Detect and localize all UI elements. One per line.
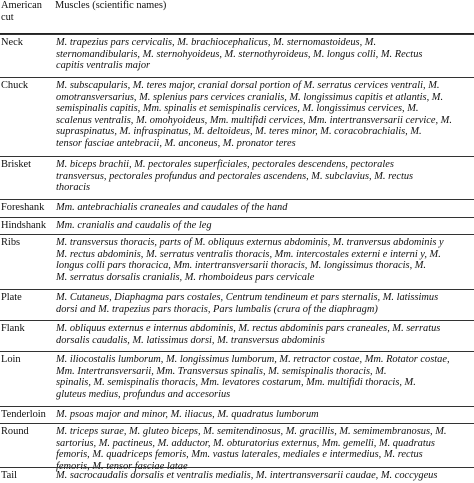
muscle-line: dorsalis caudalis, M. latissimus dorsi, M. transversus abdominis xyxy=(56,334,325,346)
cut-name: Chuck xyxy=(1,80,29,91)
muscle-list xyxy=(56,470,472,482)
muscle-line: Mm. cranialis and caudalis of the leg xyxy=(56,220,212,231)
muscle-line: M. serratus dorsalis cranialis, M. rhomboideus pars cervicale xyxy=(56,271,315,283)
header-col1-line1: American xyxy=(1,0,42,11)
cut-name: Loin xyxy=(1,354,21,365)
muscle-list xyxy=(56,292,472,315)
cut-name: Foreshank xyxy=(1,202,45,213)
cut-name: Plate xyxy=(1,292,22,303)
table-row xyxy=(0,467,474,483)
muscle-list xyxy=(56,37,472,72)
table-row xyxy=(0,34,474,78)
table-row xyxy=(0,351,474,407)
muscle-line: M. subscapularis, M. teres major, cranial dorsal portion of M. serratus cervices ventrali, M. xyxy=(56,80,440,91)
muscle-line: M. psoas major and minor, M. iliacus, M. quadratus lumborum xyxy=(56,409,319,420)
cut-name: Round xyxy=(1,426,29,437)
muscle-line: Mm. antebrachialis craneales and caudales of the hand xyxy=(56,202,288,213)
muscle-line: M. sacrocaudalis dorsalis et ventralis medialis, M. intertransversarii caudae, M. coccygeus xyxy=(56,470,438,481)
muscle-line: sartorius, M. pactineus, M. adductor, M. obturatorius externus, Mm. gemelli, M. quadratus xyxy=(56,437,435,449)
muscle-line: femoris, M. tensor fasciae latae xyxy=(56,460,188,472)
cut-name: Brisket xyxy=(1,159,32,170)
muscle-line: scalenus ventralis, M. omohyoideus, Mm. multifidi cervices, Mm. intertransversarii cervice, M. xyxy=(56,114,452,126)
muscle-list xyxy=(56,220,472,232)
muscle-line: semispinalis capitis, Mm. spinalis et semispinalis cervices, M. longissimus cervices, M. xyxy=(56,103,419,115)
muscle-line: dorsi and M. trapezius pars thoracis, Pars lumbalis (crura of the diaphragm) xyxy=(56,303,378,315)
table-row xyxy=(0,217,474,235)
muscle-line: M. trapezius pars cervicalis, M. brachiocephalicus, M. sternomastoideus, M. xyxy=(56,37,377,48)
table-row xyxy=(0,320,474,352)
cut-name: Neck xyxy=(1,37,23,48)
muscle-line: M. Cutaneus, Diaphagma pars costales, Centrum tendineum et pars sternalis, M. latissimus xyxy=(56,292,439,303)
muscle-line: transversus, pectorales profundus and pectorales ascendens, M. subclavius, M. rectus xyxy=(56,170,414,182)
table-row xyxy=(0,77,474,157)
table-row xyxy=(0,199,474,218)
muscle-line: M. iliocostalis lumborum, M. longissimus lumborum, M. retractor costae, Mm. Rotator costae, xyxy=(56,354,450,365)
muscle-line: omotransversarius, M. splenius pars cervices cranialis, M. longissimus capitis et atlantis, M. xyxy=(56,91,444,103)
muscle-line: M. rectus abdominis, M. serratus ventralis thoracis, Mm. intercostales externi e interni y, M. xyxy=(56,248,441,260)
muscle-line: sternomandibularis, M. sternohyoideus, M. sternothyroideus, M. longus colli, M. Rectus xyxy=(56,48,423,60)
muscle-line: M. triceps surae, M. gluteo biceps, M. semitendinosus, M. gracillis, M. semimembranosus, M. xyxy=(56,426,447,437)
cut-name: Ribs xyxy=(1,237,21,248)
muscle-line: supraspinatus, M. infraspinatus, M. deltoideus, M. teres minor, M. coracobrachialis, M. xyxy=(56,126,422,138)
muscle-line: longus colli pars thoracica, Mm. intertransversarii thoracis, M. longissimus thoracis, M. xyxy=(56,260,427,272)
muscle-list xyxy=(56,426,472,472)
cut-name: Hindshank xyxy=(1,220,47,231)
table-row xyxy=(0,423,474,472)
muscle-line: gluteus medius, profundus and accesorius xyxy=(56,388,231,400)
table-row xyxy=(0,289,474,321)
table-header xyxy=(0,0,474,34)
muscle-line: spinalis, M. semispinalis thoracis, Mm. levatores costarum, Mm. multifidi thoracis, M. xyxy=(56,377,416,389)
muscle-line: femoris, M. quadriceps femoris, Mm. vastus laterales, mediales e intermedius, M. rectus xyxy=(56,449,423,461)
table-row xyxy=(0,234,474,290)
table-row xyxy=(0,156,474,200)
muscle-list xyxy=(56,354,472,400)
muscle-line: M. biceps brachii, M. pectorales superficiales, pectorales descendens, pectorales xyxy=(56,159,394,170)
muscle-line: Mm. Intertransversarii, Mm. Transversus spinalis, M. semispinalis thoracis, M. xyxy=(56,365,387,377)
muscle-line: capitis ventralis major xyxy=(56,60,151,72)
muscle-list xyxy=(56,237,472,283)
header-col1-line2: cut xyxy=(1,11,14,23)
muscle-line: thoracis xyxy=(56,182,91,194)
muscle-list xyxy=(56,409,472,421)
muscle-line: M. transversus thoracis, parts of M. obliquus externus abdominis, M. tranversus abdominis y xyxy=(56,237,444,248)
cut-name: Tenderloin xyxy=(1,409,46,420)
muscle-list xyxy=(56,159,472,194)
cut-name: Tail xyxy=(1,470,18,481)
muscle-line: M. obliquus externus e internus abdominis, M. rectus abdominis pars craneales, M. serratus xyxy=(56,323,441,334)
muscle-line: tensor fasciae antebracii, M. anconeus, M. pronator teres xyxy=(56,137,296,149)
cut-name: Flank xyxy=(1,323,25,334)
table-row xyxy=(0,406,474,424)
header-muscles: Muscles (scientific names) xyxy=(55,0,167,11)
muscle-list xyxy=(56,323,472,346)
header-american-cut xyxy=(1,0,49,23)
muscle-list xyxy=(56,80,472,150)
muscle-list xyxy=(56,202,472,214)
